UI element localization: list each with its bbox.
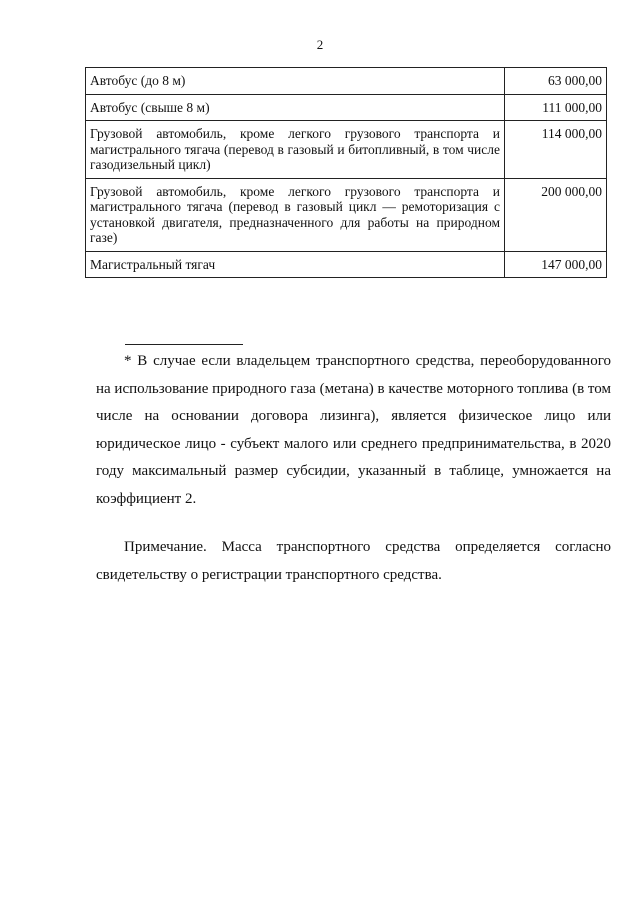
table-row	[86, 251, 607, 278]
subsidy-amount-cell: 114 000,00	[505, 121, 607, 179]
subsidy-amount-cell: 200 000,00	[505, 178, 607, 251]
vehicle-type-cell: Автобус (до 8 м)	[86, 68, 505, 95]
note-text: Примечание. Масса транспортного средства определяется согласно свидетельству о регистрации транспортного средства.	[96, 539, 611, 583]
subsidy-table	[85, 67, 607, 278]
subsidy-amount-cell: 63 000,00	[505, 68, 607, 95]
footnote-separator	[125, 344, 243, 345]
footnote-text: * В случае если владельцем транспортного средства, переоборудованного на использование природного газа (метана) в качестве моторного топлива (в том числе на основании договора лизинга), является физическое лицо или юридическое лицо - субъект малого или среднего предпринимательства, в 2020 году максимальный размер субсидии, указанный в таблице, умножается на коэффициент 2.	[96, 353, 611, 507]
vehicle-type-cell: Грузовой автомобиль, кроме легкого грузового транспорта и магистрального тягача (перевод в газовый и битопливный, в том числе газодизельный цикл)	[86, 121, 505, 179]
table-row	[86, 178, 607, 251]
table-row	[86, 121, 607, 179]
table-row	[86, 94, 607, 121]
subsidy-amount-cell: 147 000,00	[505, 251, 607, 278]
table-row	[86, 68, 607, 95]
vehicle-type-cell: Грузовой автомобиль, кроме легкого грузового транспорта и магистрального тягача (перевод в газовый цикл — ремоторизация с установкой двигателя, предназначенного для работы на природном газе)	[86, 178, 505, 251]
vehicle-type-cell: Магистральный тягач	[86, 251, 505, 278]
subsidy-amount-cell: 111 000,00	[505, 94, 607, 121]
page-number: 2	[316, 37, 324, 52]
vehicle-type-cell: Автобус (свыше 8 м)	[86, 94, 505, 121]
